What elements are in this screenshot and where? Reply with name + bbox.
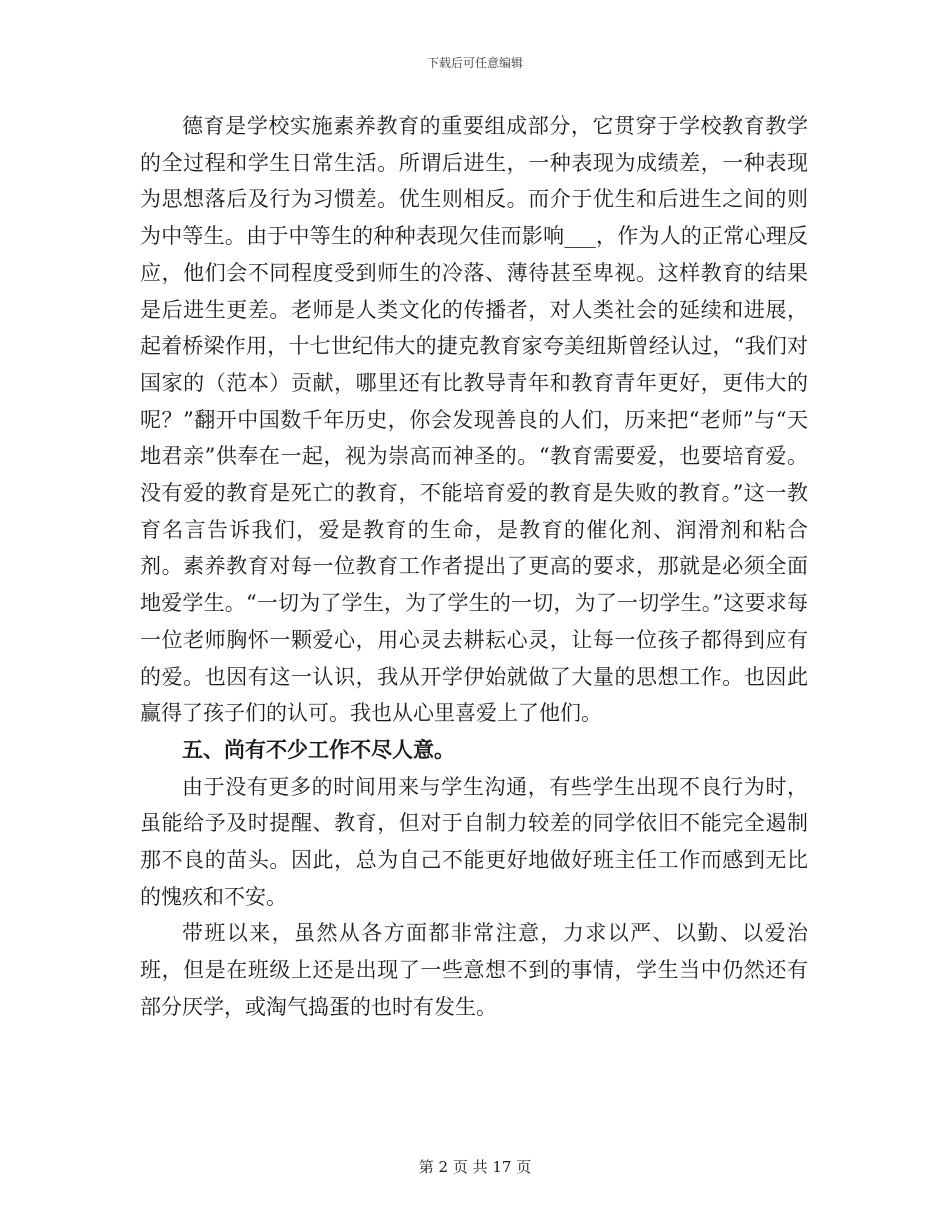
page-header-note: 下载后可任意编辑: [426, 56, 523, 70]
paragraph-moral-education: 德育是学校实施素养教育的重要组成部分，它贯穿于学校教育教学的全过程和学生日常生活。所谓后进生，一种表现为成绩差，一种表现为思想落后及行为习惯差。优生则相反。而介于优生和后进生之间的则为中等生。由于中等生的种种表现欠佳而影响___，作为人的正常心理反应，他们会不同程度受到师生的冷落、薄待甚至卑视。这样教育的结果是后进生更差。老师是人类文化的传播者，对人类社会的延续和进展，起着桥梁作用，十七世纪伟大的捷克教育家夸美纽斯曾经认过，“我们对国家的（范本）贡献，哪里还有比教导青年和教育青年更好，更伟大的呢？”翻开中国数千年历史，你会发现善良的人们，历来把“老师”与“天地君亲”供奉在一起，视为崇高而神圣的。“教育需要爱，也要培育爱。没有爱的教育是死亡的教育，不能培育爱的教育是失败的教育。”这一教育名言告诉我们，爱是教育的生命，是教育的催化剂、润滑剂和粘合剂。素养教育对每一位教育工作者提出了更高的要求，那就是必须全面地爱学生。“一切为了学生，为了学生的一切，为了一切学生。”这要求每一位老师胸怀一颗爱心，用心灵去耕耘心灵，让每一位孩子都得到应有的爱。也因有这一认识，我从开学伊始就做了大量的思想工作。也因此赢得了孩子们的认可。我也从心里喜爱上了他们。: [140, 114, 808, 726]
document-body: [140, 108, 808, 1026]
paragraph-communication: 由于没有更多的时间用来与学生沟通，有些学生出现不良行为时，虽能给予及时提醒、教育，但对于自制力较差的同学依旧不能完全遏制那不良的苗头。因此，总为自己不能更好地做好班主任工作而感到无比的愧疚和不安。: [140, 774, 808, 909]
section-heading: 五、尚有不少工作不尽人意。: [182, 736, 455, 762]
paragraph-class-management: 带班以来，虽然从各方面都非常注意，力求以严、以勤、以爱治班，但是在班级上还是出现了一些意想不到的事情，学生当中仍然还有部分厌学，或淘气捣蛋的也时有发生。: [140, 921, 808, 1019]
page-number: 第 2 页 共 17 页: [418, 1158, 532, 1176]
